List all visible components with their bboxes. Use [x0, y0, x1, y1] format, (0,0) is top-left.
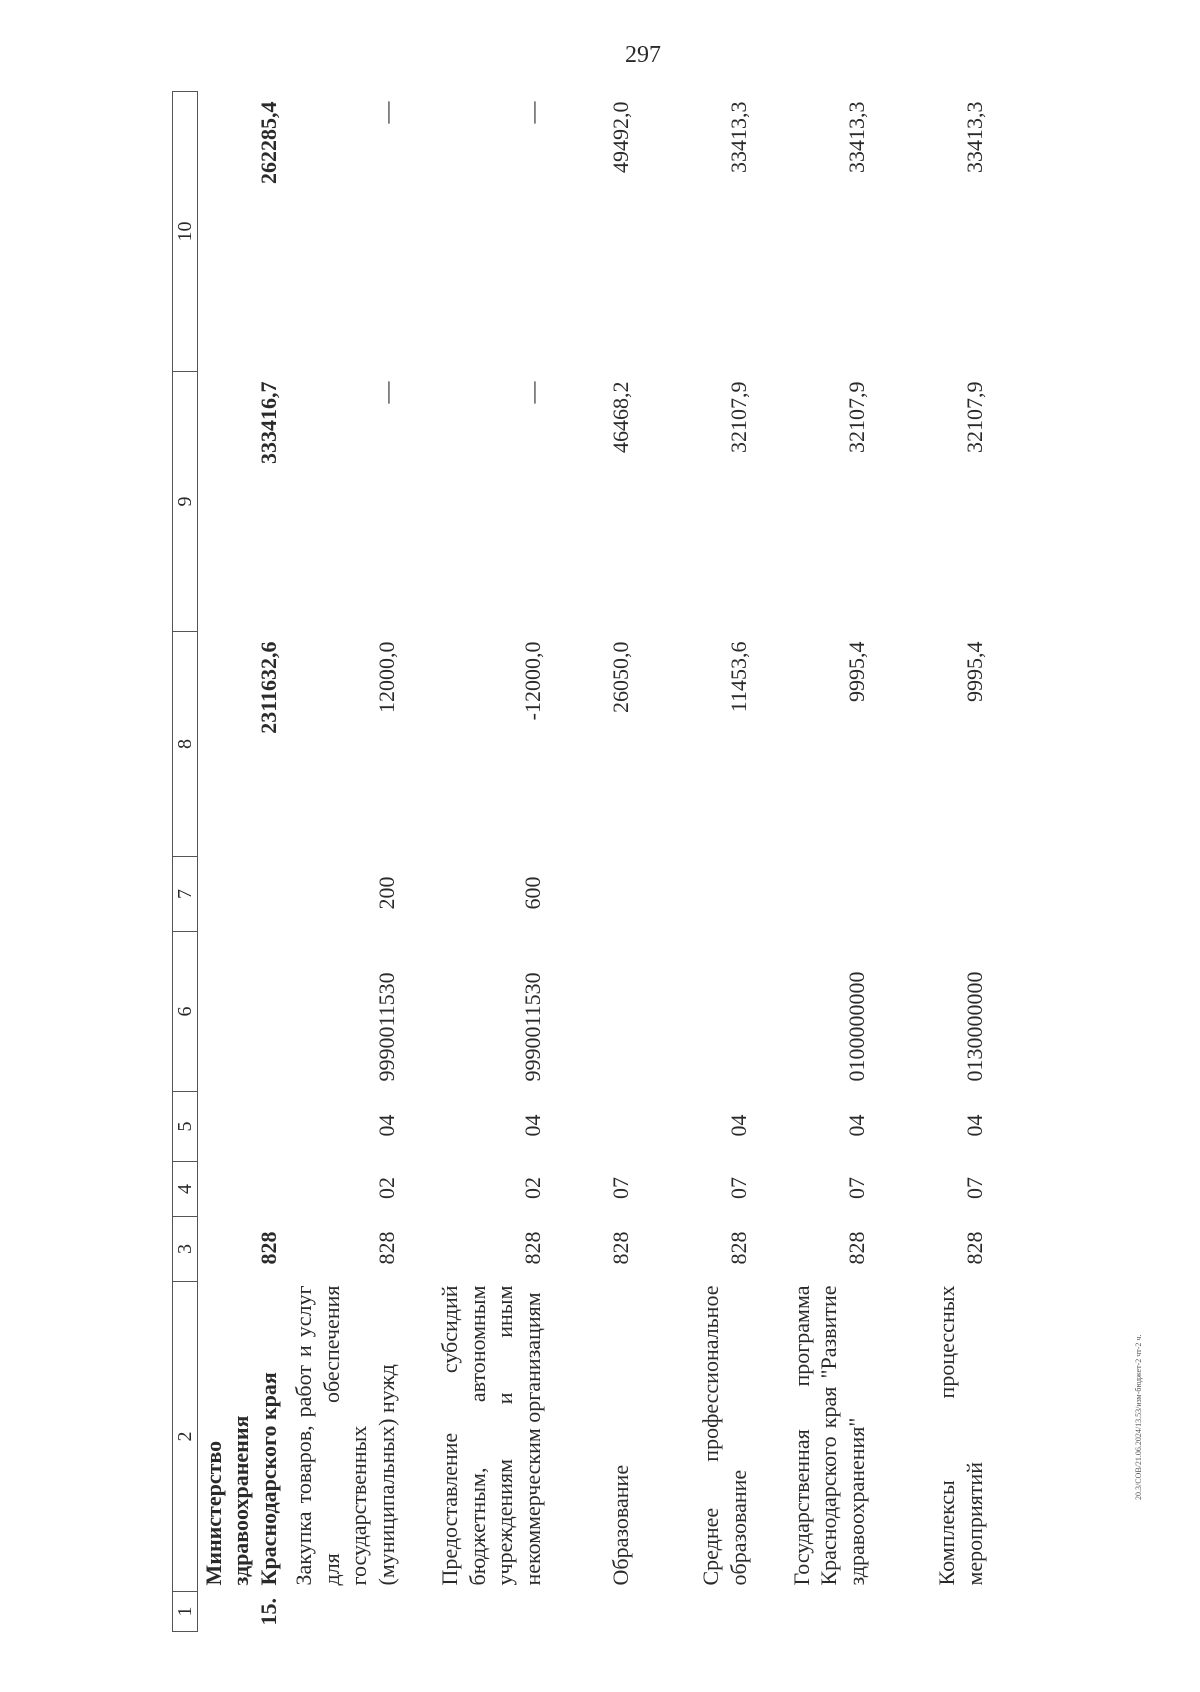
razdel-code: 02: [373, 1177, 399, 1199]
razdel-code: [198, 1162, 283, 1217]
podrazdel-code: 04: [725, 1114, 751, 1137]
vedomstvo-code: 828: [373, 1231, 399, 1265]
table-row: [752, 92, 870, 1632]
podrazdel-code: 04: [519, 1114, 545, 1137]
vedomstvo-code: 828: [725, 1231, 751, 1265]
column-number-row: [173, 92, 198, 1632]
vedomstvo-code: 828: [519, 1231, 545, 1265]
amount-col-10: 262285,4: [255, 101, 281, 184]
amount-col-10: —: [373, 101, 399, 124]
row-number: [634, 1592, 752, 1632]
target-article-code: 0130000000: [961, 971, 987, 1082]
amount-col-9: 333416,7: [255, 381, 281, 464]
column-header: 2: [173, 1282, 198, 1592]
expense-type-code: 200: [373, 876, 399, 910]
table-row: [400, 92, 546, 1632]
row-description: Среднее профессиональное образование: [698, 1285, 751, 1586]
razdel-code: 07: [843, 1177, 869, 1199]
amount-col-10: —: [519, 101, 545, 124]
target-article-code: 9990011530: [519, 972, 545, 1082]
amount-col-10: 33413,3: [843, 101, 869, 173]
row-number: [870, 1592, 988, 1632]
row-description: Комплексы процессных мероприятий: [934, 1285, 987, 1586]
row-description: Закупка товаров, работ и услуг для обеспечения государственных (муниципальных) нужд: [291, 1285, 399, 1586]
amount-col-8: 9995,4: [843, 641, 869, 702]
vedomstvo-code: 828: [843, 1231, 869, 1265]
amount-col-9: 32107,9: [843, 381, 869, 453]
podrazdel-code: 04: [961, 1114, 987, 1137]
row-number: 15.: [255, 1598, 281, 1626]
expense-type-code: [634, 857, 752, 932]
column-header: 7: [173, 857, 198, 932]
razdel-code: 07: [607, 1177, 633, 1199]
row-description: Предоставление субсидий бюджетным, автономным учреждениям и иным некоммерческим организациям: [437, 1285, 545, 1586]
podrazdel-code: [198, 1092, 283, 1162]
row-description: Государственная программа Краснодарского края "Развитие здравоохранения": [788, 1285, 869, 1586]
amount-col-8: -12000,0: [519, 641, 545, 721]
row-number: [282, 1592, 400, 1632]
amount-col-9: 32107,9: [725, 381, 751, 453]
amount-col-9: —: [519, 381, 545, 404]
page-number: 297: [625, 42, 661, 68]
target-article-code: [634, 932, 752, 1092]
amount-col-8: 12000,0: [373, 641, 399, 713]
row-description: Образование: [607, 1464, 633, 1586]
amount-col-10: 33413,3: [725, 101, 751, 173]
column-header: 4: [173, 1162, 198, 1217]
amount-col-10: 49492,0: [607, 101, 633, 173]
table-row: [198, 92, 283, 1632]
amount-col-8: 2311632,6: [255, 641, 281, 734]
target-article-code: 9990011530: [373, 972, 399, 1082]
amount-col-9: 32107,9: [961, 381, 987, 453]
table-row: [634, 92, 752, 1632]
document-footer-code: 20.3/СОВ/21.06.2024/13.53/изм-бюджет-2 чт-2 ч.: [1134, 1334, 1143, 1500]
row-number: [752, 1592, 870, 1632]
budget-table: [172, 91, 988, 1632]
expense-type-code: [546, 857, 634, 932]
table-row: [870, 92, 988, 1632]
amount-col-8: 26050,0: [607, 641, 633, 713]
vedomstvo-code: 828: [961, 1231, 987, 1265]
podrazdel-code: [546, 1092, 634, 1162]
budget-table-rotated: [172, 92, 1182, 1632]
expense-type-code: [870, 857, 988, 932]
amount-col-9: —: [373, 381, 399, 404]
amount-col-10: 33413,3: [961, 101, 987, 173]
expense-type-code: [752, 857, 870, 932]
row-description: Министерство здравоохранения Краснодарского края: [200, 1372, 281, 1586]
target-article-code: 0100000000: [843, 971, 869, 1082]
column-header: 3: [173, 1217, 198, 1282]
expense-type-code: 600: [519, 876, 545, 910]
column-header: 6: [173, 932, 198, 1092]
row-number: [400, 1592, 546, 1632]
column-header: 1: [173, 1592, 198, 1632]
amount-col-8: 9995,4: [961, 641, 987, 702]
razdel-code: 07: [961, 1177, 987, 1199]
column-header: 5: [173, 1092, 198, 1162]
vedomstvo-code: 828: [255, 1231, 281, 1265]
target-article-code: [198, 932, 283, 1092]
table-row: [546, 92, 634, 1632]
vedomstvo-code: 828: [607, 1231, 633, 1265]
podrazdel-code: 04: [373, 1114, 399, 1137]
target-article-code: [546, 932, 634, 1092]
table-row: [282, 92, 400, 1632]
expense-type-code: [198, 857, 283, 932]
column-header: 8: [173, 632, 198, 857]
row-number: [546, 1592, 634, 1632]
razdel-code: 07: [725, 1177, 751, 1199]
column-header: 10: [173, 92, 198, 372]
amount-col-9: 46468,2: [607, 381, 633, 453]
razdel-code: 02: [519, 1177, 545, 1199]
podrazdel-code: 04: [843, 1114, 869, 1137]
amount-col-8: 11453,6: [725, 641, 751, 713]
column-header: 9: [173, 372, 198, 632]
